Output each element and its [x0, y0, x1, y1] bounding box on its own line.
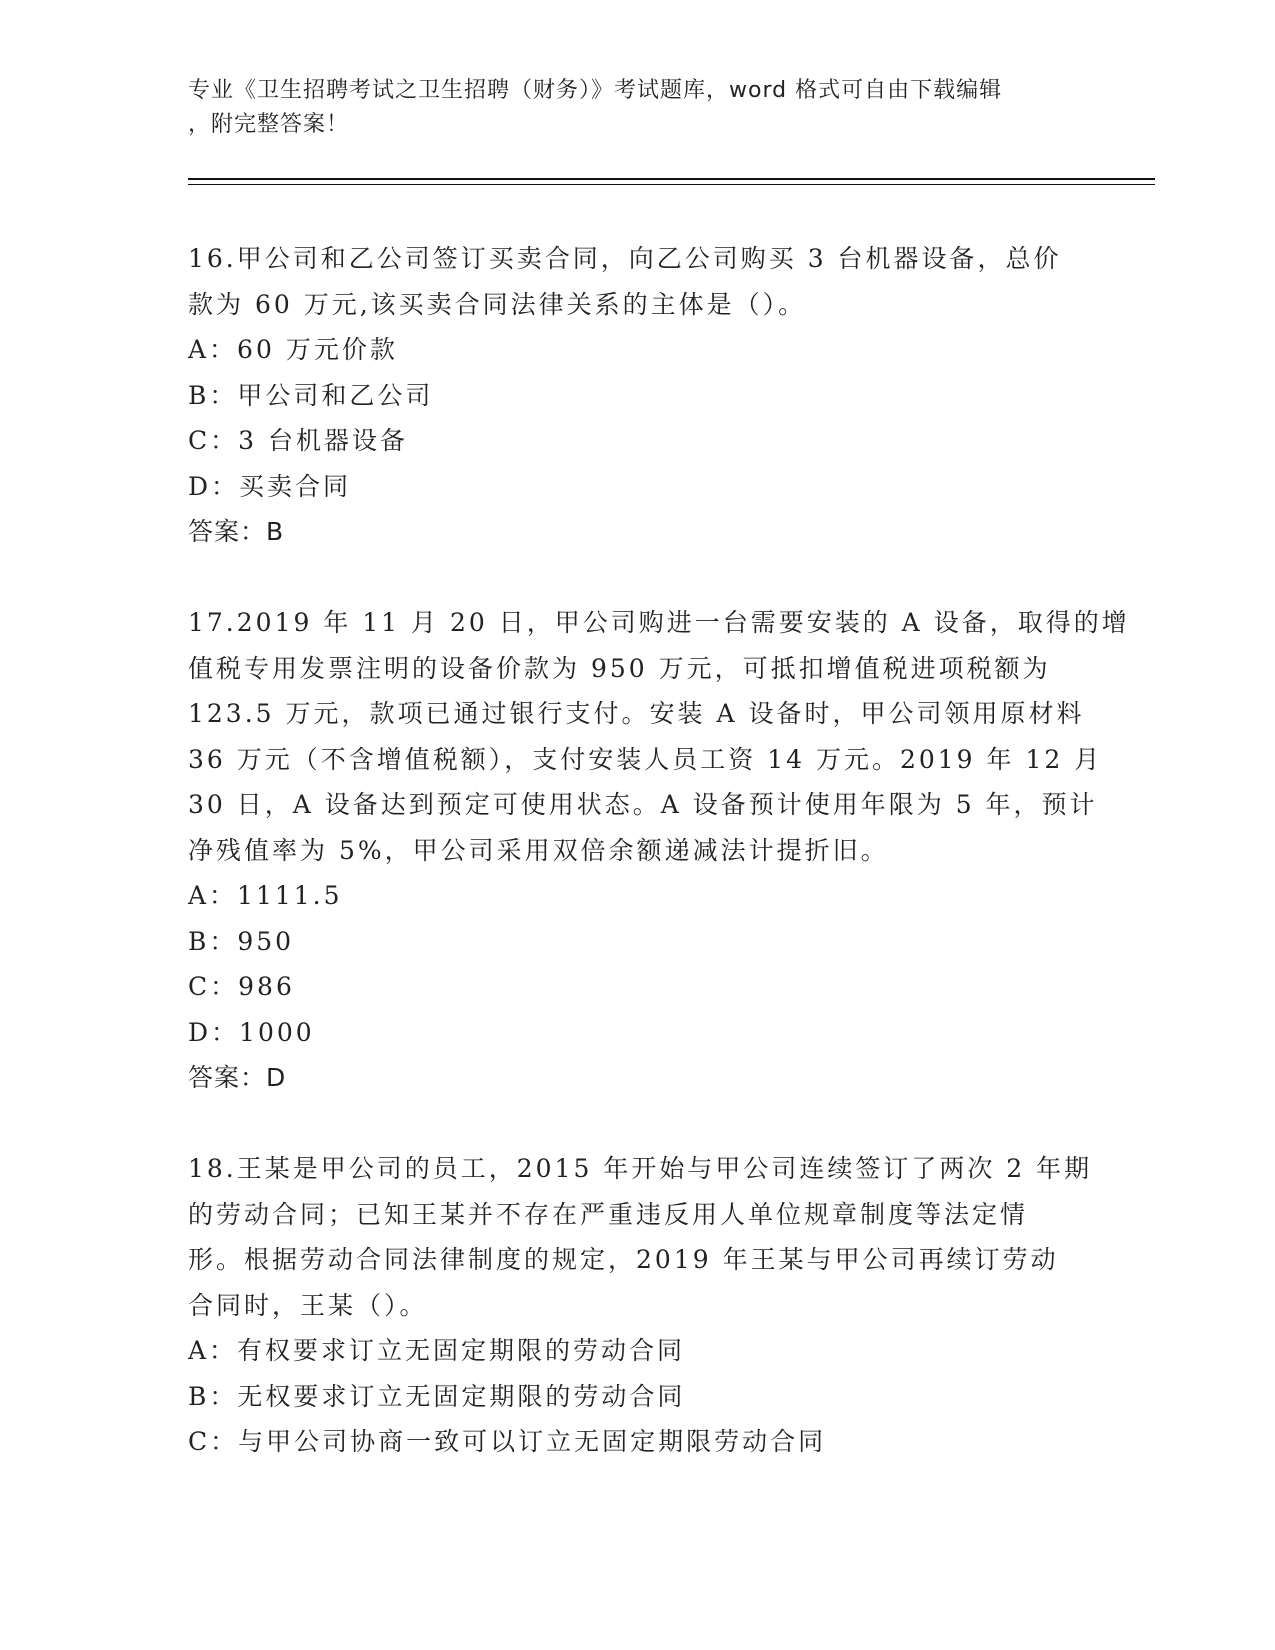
option-d: D：1000	[188, 1017, 315, 1047]
question-stem-line: 18.王某是甲公司的员工，2015 年开始与甲公司连续签订了两次 2 年期	[188, 1154, 1093, 1183]
header-divider-thick	[188, 178, 1155, 180]
header-line-1: 专业《卫生招聘考试之卫生招聘（财务）》考试题库，word 格式可自由下载编辑	[188, 78, 1003, 103]
question-stem-line: 合同时，王某（）。	[188, 1290, 428, 1320]
option-b: B：950	[188, 926, 295, 956]
question-17	[188, 600, 1130, 1101]
option-b: B：甲公司和乙公司	[188, 380, 434, 410]
page-header	[188, 74, 1078, 142]
question-stem-line: 123.5 万元，款项已通过银行支付。安装 A 设备时，甲公司领用原材料	[188, 699, 1085, 728]
option-a: A：60 万元价款	[188, 335, 398, 364]
option-c: C：3 台机器设备	[188, 426, 408, 455]
option-b: B：无权要求订立无固定期限的劳动合同	[188, 1381, 686, 1411]
option-c: C：986	[188, 972, 295, 1001]
option-c: C：与甲公司协商一致可以订立无固定期限劳动合同	[188, 1427, 827, 1456]
answer-label: 答案：D	[188, 1063, 287, 1092]
question-stem-line: 形。根据劳动合同法律制度的规定，2019 年王某与甲公司再续订劳动	[188, 1245, 1059, 1274]
option-d: D：买卖合同	[188, 471, 352, 501]
option-a: A：有权要求订立无固定期限的劳动合同	[188, 1336, 686, 1365]
question-16	[188, 236, 1088, 555]
question-stem-line: 款为 60 万元,该买卖合同法律关系的主体是（）。	[188, 289, 807, 319]
question-18	[188, 1146, 1093, 1465]
question-stem-line: 的劳动合同；已知王某并不存在严重违反用人单位规章制度等法定情	[188, 1199, 1029, 1229]
question-stem-line: 17.2019 年 11 月 20 日，甲公司购进一台需要安装的 A 设备，取得的增	[188, 608, 1130, 637]
header-line-2: ，附完整答案！	[188, 112, 350, 137]
header-divider-thin	[188, 184, 1155, 185]
question-stem-line: 16.甲公司和乙公司签订买卖合同，向乙公司购买 3 台机器设备，总价	[188, 244, 1062, 273]
question-stem-line: 净残值率为 5%，甲公司采用双倍余额递减法计提折旧。	[188, 835, 889, 865]
question-stem-line: 30 日，A 设备达到预定可使用状态。A 设备预计使用年限为 5 年，预计	[188, 790, 1098, 819]
question-stem-line: 36 万元（不含增值税额），支付安装人员工资 14 万元。2019 年 12 月	[188, 744, 1103, 774]
option-a: A：1111.5	[188, 881, 343, 910]
answer-label: 答案：B	[188, 517, 285, 546]
question-stem-line: 值税专用发票注明的设备价款为 950 万元，可抵扣增值税进项税额为	[188, 653, 1051, 683]
